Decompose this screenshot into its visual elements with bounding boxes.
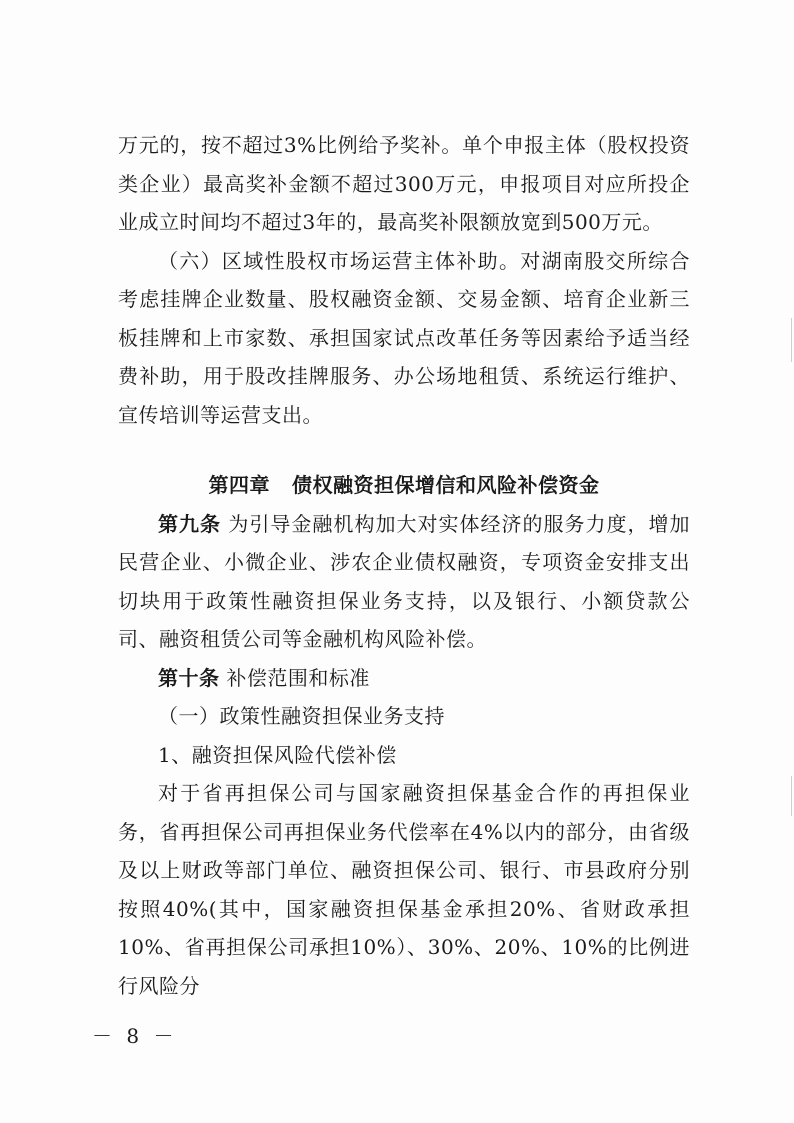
- chapter-title: 债权融资担保增信和风险补偿资金: [292, 473, 600, 497]
- article-10: [118, 659, 690, 698]
- page-number: － 8 －: [92, 1024, 178, 1048]
- item-1-heading: 1、融资担保风险代偿补偿: [158, 742, 397, 767]
- document-body: [118, 126, 690, 1005]
- paragraph-reward-limit: 万元的，按不超过3%比例给予奖补。单个申报主体（股权投资类企业）最高奖补金额不超过300万元，申报项目对应所投企业成立时间均不超过3年的，最高奖补限额放宽到500万元。: [118, 133, 690, 234]
- article-9: [118, 505, 690, 659]
- article-9-heading: 第九条: [158, 511, 222, 536]
- paragraph-reguarantee-compensation: 对于省再担保公司与国家融资担保基金合作的再担保业务，省再担保公司再担保业务代偿率在4%以内的部分，由省级及以上财政等部门单位、融资担保公司、银行、市县政府分别按照40%(其中，国家融资担保基金承担20%、省财政承担10%、省再担保公司承担10%）、30%、20%、10%的比例进行风险分: [118, 781, 690, 998]
- chapter-heading: [118, 466, 690, 505]
- article-10-heading: 第十条: [158, 665, 220, 690]
- paragraph-regional-equity-subsidy: （六）区域性股权市场运营主体补助。对湖南股交所综合考虑挂牌企业数量、股权融资金额、交易金额、培育企业新三板挂牌和上市家数、承担国家试点改革任务等因素给予适当经费补助，用于股改挂牌服务、办公场地租赁、系统运行维护、宣传培训等运营支出。: [118, 248, 690, 427]
- scan-edge-mark: [791, 776, 792, 816]
- chapter-number: 第四章: [208, 473, 270, 497]
- scan-edge-mark: [791, 318, 792, 362]
- article-10-text: 补偿范围和标准: [226, 665, 370, 690]
- article-9-text: 为引导金融机构加大对实体经济的服务力度，增加民营企业、小微企业、涉农企业债权融资，专项资金安排支出切块用于政策性融资担保业务支持，以及银行、小额贷款公司、融资租赁公司等金融机构风险补偿。: [118, 511, 691, 651]
- section-1-heading: （一）政策性融资担保业务支持: [158, 704, 445, 728]
